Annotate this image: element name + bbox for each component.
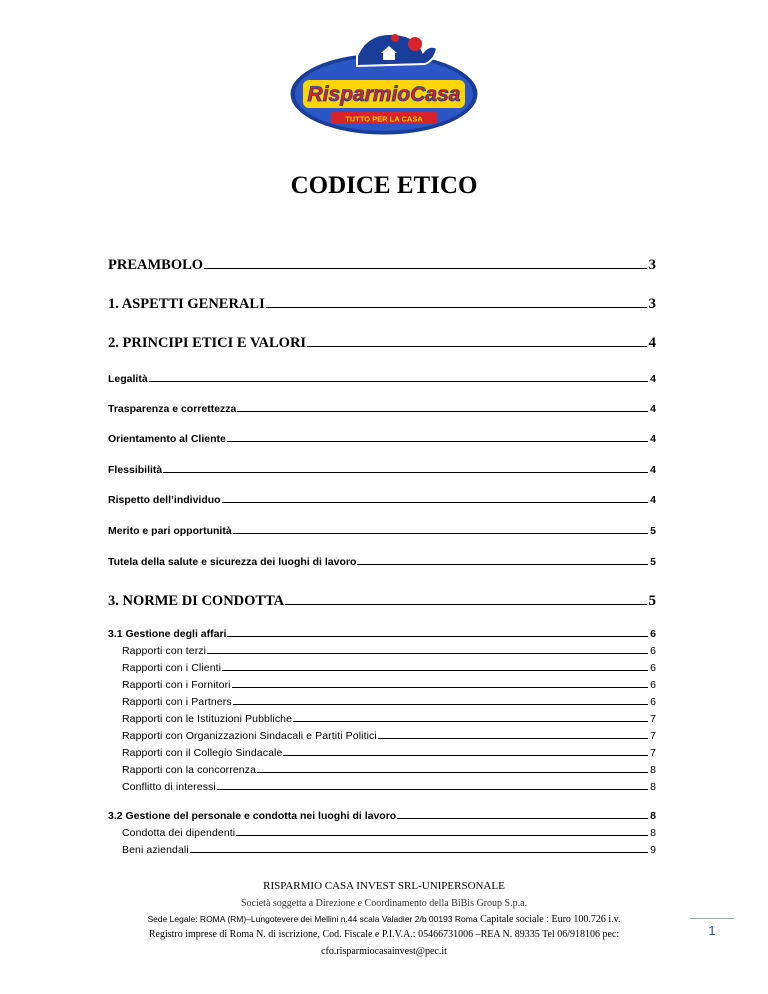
toc-entry[interactable]: Rapporti con il Collegio Sindacale 7 — [122, 747, 656, 759]
footer-address: Sede Legale: ROMA (RM)–Lungotevere dei Mellini n.44 scala Valadier 2/b 00193 Roma Capitale sociale : Euro 100.726 i.v. — [147, 914, 621, 925]
toc-entry[interactable]: 3.2 Gestione del personale e condotta nei luoghi di lavoro 8 — [108, 810, 656, 822]
toc-entry[interactable]: 3. NORME DI CONDOTTA 5 — [108, 593, 656, 609]
toc-entry[interactable]: Tutela della salute e sicurezza dei luoghi di lavoro 5 — [108, 556, 656, 568]
toc-entry[interactable]: Rapporti con terzi 6 — [122, 645, 656, 657]
svg-text:RisparmioCasa: RisparmioCasa — [307, 83, 461, 106]
footer-group: Società soggetta a Direzione e Coordinamento della BiBis Group S.p.a. — [240, 898, 528, 909]
footer-email: cfo.risparmiocasainvest@pec.it — [321, 946, 447, 957]
toc-entry[interactable]: Rapporti con le Istituzioni Pubbliche 7 — [122, 713, 656, 725]
svg-text:TUTTO PER LA CASA: TUTTO PER LA CASA — [345, 114, 423, 124]
toc-entry[interactable]: 3.1 Gestione degli affari 6 — [108, 628, 656, 640]
toc-entry[interactable]: Condotta dei dipendenti 8 — [122, 827, 656, 839]
page-number: 1 — [690, 918, 734, 938]
toc-entry[interactable]: Rapporti con la concorrenza 8 — [122, 764, 656, 776]
toc-entry[interactable]: Rapporti con Organizzazioni Sindacali e Partiti Politici 7 — [122, 730, 656, 742]
toc-entry[interactable]: 2. PRINCIPI ETICI E VALORI 4 — [108, 335, 656, 351]
footer-company: RISPARMIO CASA INVEST SRL-UNIPERSONALE — [263, 880, 505, 892]
toc-entry[interactable]: Legalità 4 — [108, 373, 656, 385]
toc-entry[interactable]: PREAMBOLO 3 — [108, 257, 656, 273]
toc-entry[interactable]: 1. ASPETTI GENERALI 3 — [108, 296, 656, 312]
toc-entry[interactable]: Conflitto di interessi 8 — [122, 781, 656, 793]
toc-entry[interactable]: Flessibilità 4 — [108, 464, 656, 476]
toc-entry[interactable]: Rapporti con i Fornitori 6 — [122, 679, 656, 691]
toc-entry[interactable]: Trasparenza e correttezza 4 — [108, 403, 656, 415]
toc-entry[interactable]: Merito e pari opportunità 5 — [108, 525, 656, 537]
document-title: CODICE ETICO — [290, 172, 478, 199]
toc-entry[interactable]: Beni aziendali 9 — [122, 844, 656, 856]
toc-entry[interactable]: Rapporti con i Clienti 6 — [122, 662, 656, 674]
risparmiocasa-logo — [287, 26, 481, 140]
toc-entry[interactable]: Rispetto dell’individuo 4 — [108, 494, 656, 506]
toc-entry[interactable]: Orientamento al Cliente 4 — [108, 433, 656, 445]
footer-registry: Registro imprese di Roma N. di iscrizione, Cod. Fiscale e P.I.V.A.: 05466731006 –REA N. 89335 Tel 06/918106 pec: — [148, 929, 620, 940]
toc-entry[interactable]: Rapporti con i Partners 6 — [122, 696, 656, 708]
